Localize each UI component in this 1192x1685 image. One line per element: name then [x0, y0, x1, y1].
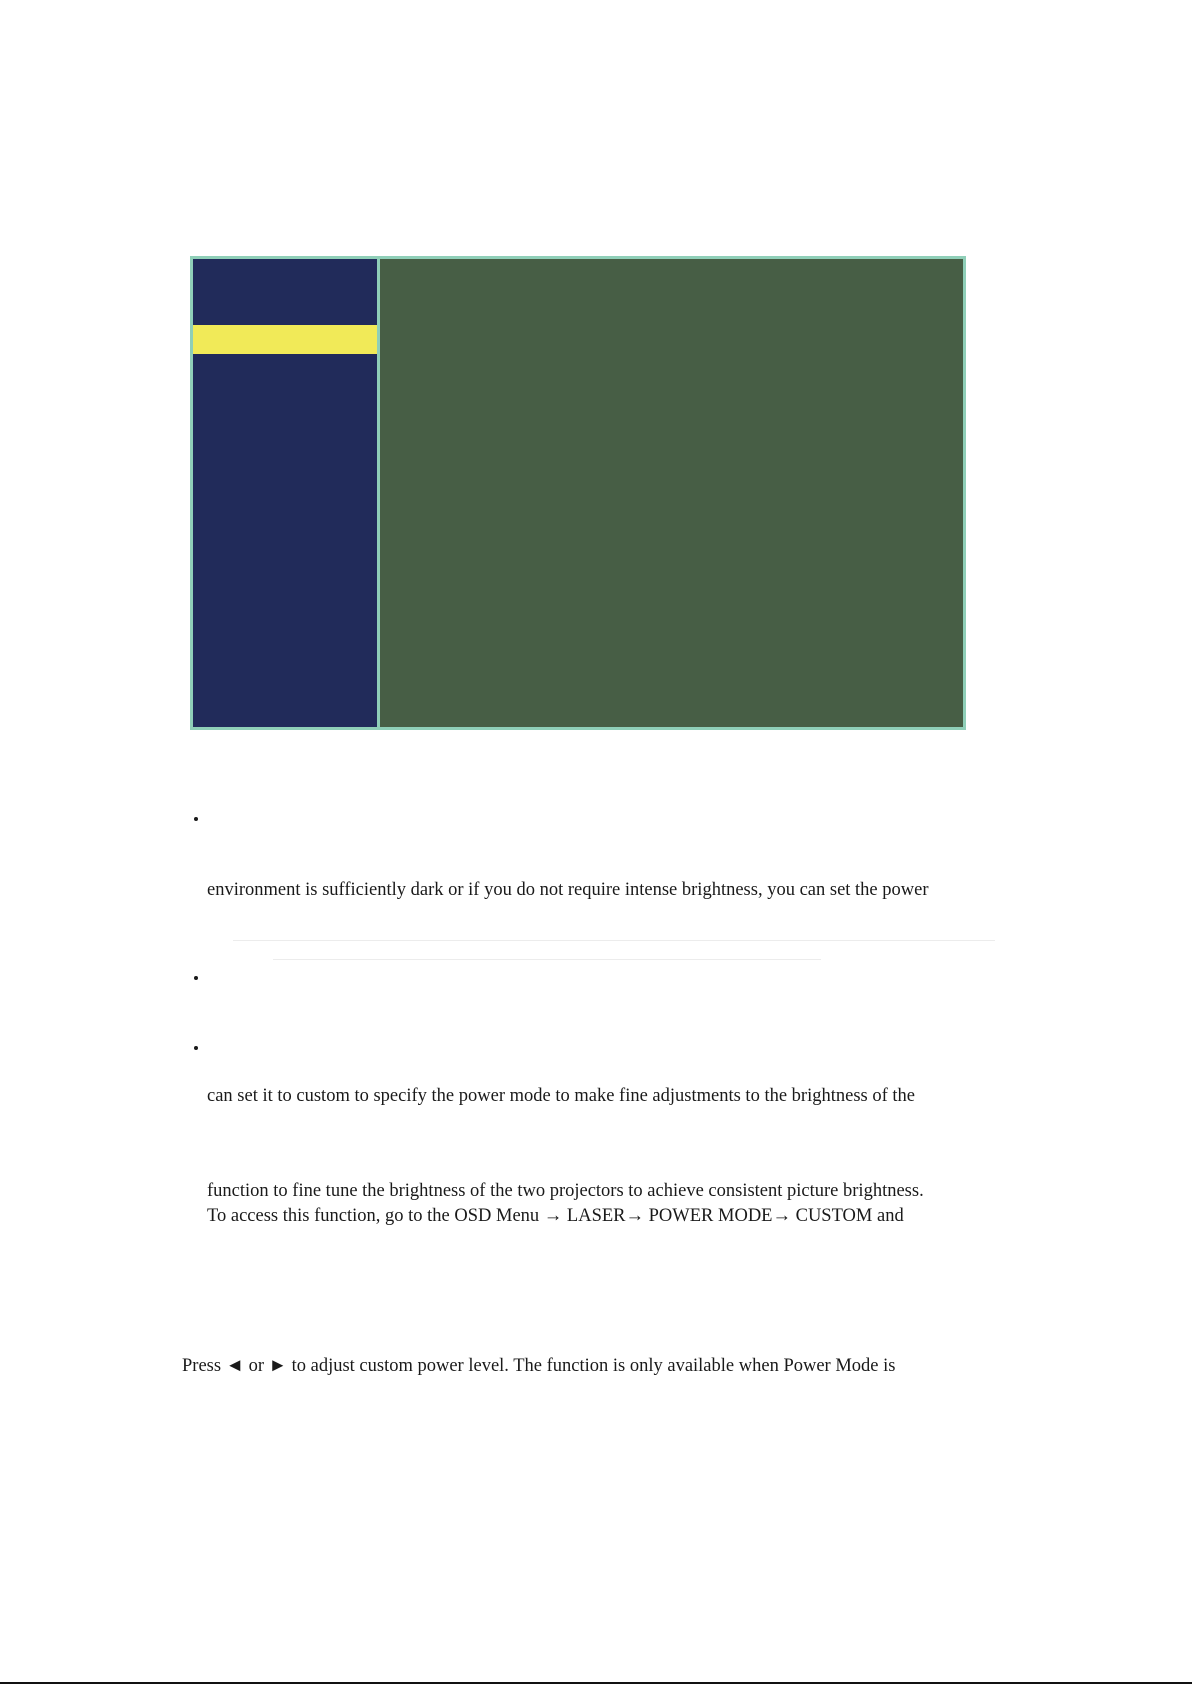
faint-rule-2 [273, 959, 821, 960]
bullet-3 [194, 1046, 198, 1050]
footer-rule [0, 1682, 1192, 1684]
bullet-3-line-3: To access this function, go to the OSD Menu → LASER→ POWER MODE→ CUSTOM and [207, 1206, 904, 1226]
bullet-3-line-1: can set it to custom to specify the power mode to make fine adjustments to the brightness of the [207, 1086, 915, 1106]
osd-selected-item [193, 325, 377, 354]
bullet-1-line-1: environment is sufficiently dark or if you do not require intense brightness, you can set the power [207, 880, 929, 900]
osd-menu-illustration [190, 256, 966, 730]
osd-content-panel [380, 259, 963, 727]
instruction-text: Press ◄ or ► to adjust custom power level. The function is only available when Power Mode is [182, 1356, 896, 1376]
faint-rule-1 [233, 940, 995, 941]
bullet-3-line-2: function to fine tune the brightness of the two projectors to achieve consistent picture brightness. [207, 1181, 924, 1201]
bullet-2 [194, 976, 198, 980]
bullet-1 [194, 817, 198, 821]
osd-sidebar [193, 259, 377, 727]
